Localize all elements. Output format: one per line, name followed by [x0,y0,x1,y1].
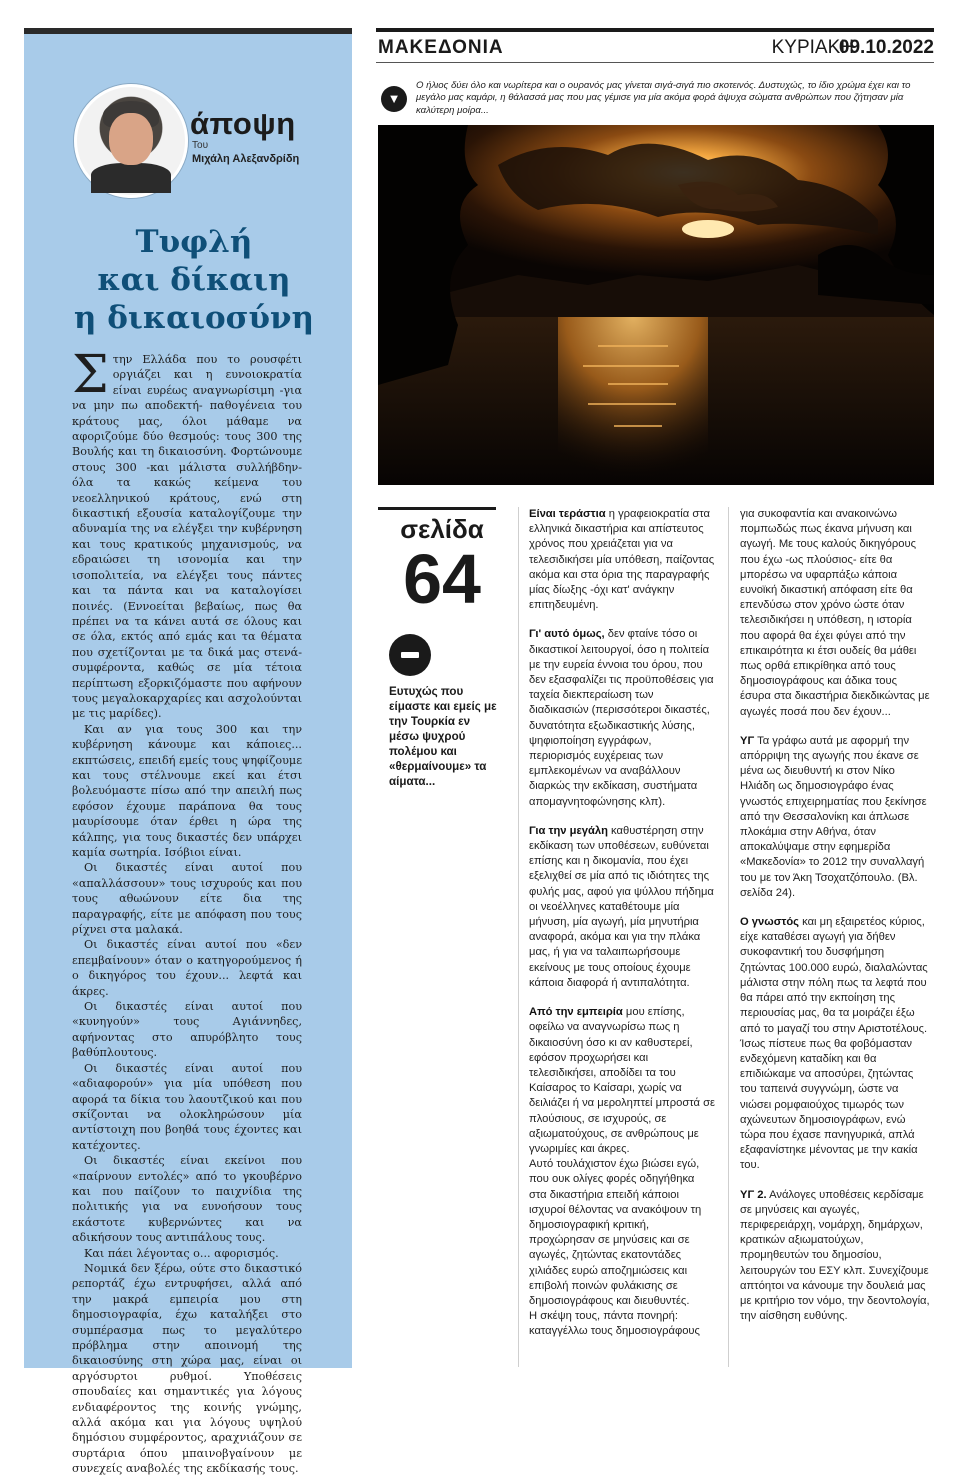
article-paragraph: Από την εμπειρία μου επίσης, οφείλω να αναγνωρίσω πως η δικαιοσύνη όσο κι αν καθυστερεί, εφόσον προχωρήσει και τελεσιδικήσει, αποδίδει τα του Καίσαρος το Καίσαρι, χωρίς να δειλιάζει ή να μεροληπτεί μπροστά σε πλούσιους, σε ισχυρούς, σε αξιωματούχους, σε ανθρώπους με γνωριμίες και άκρες. Αυτό τουλάχιστον έχω βιώσει εγώ, που ουκ ολίγες φορές οδηγήθηκα στα δικαστήρια επειδή κάποιοι ισχυροί θέλοντας να ανακόψουν τη δημοσιογραφική κριτική, προχώρησαν σε μηνύσεις και σε αγωγές, ζητώντας εκατοντάδες χιλιάδες ευρώ αποζημιώσεις και επιβολή ποινών φυλάκισης σε δημοσιογράφους και διευθυντές. Η σκέψη τους, πάντα πονηρή: καταγγέλλω τους δημοσιογράφους [529,1006,715,1338]
caption-marker-icon: ▼ [381,86,407,112]
article-paragraph: Ο γνωστός και μη εξαιρετέος κύριος, είχε καταθέσει αγωγή για δήθεν συκοφαντική του δυσφήμηση ζητώντας 100.000 ευρώ, διαλαλώντας μάλιστα στην πόλη πως τα λεφτά που θα πάρει από την εκποίηση της περιουσίας μας, θα τα μοιράζει έξω από το μαγαζί του στην Αριστοτέλους. Ίσως πίστευε πως θα φοβόμασταν ενδεχόμενη καταδίκη και θα επιδιώκαμε να αποσύρει, ζητώντας του ταπεινά συγγνώμη, ώστε να νιώσει ρομφαιούχος τιμωρός των αχώνευτων δημοσιογράφων, ενώ τώρα που έχασε πανηγυρικά, απλά εξαφανίστηκε μένοντας με την κακία του. [740,916,928,1172]
issue-day: ΚΥΡΙΑΚΗ [771,37,854,58]
author-portrait [74,84,188,198]
minus-icon [389,634,431,676]
article-paragraph: ΥΓ 2. Ανάλογες υποθέσεις κερδίσαμε σε μηνύσεις και αγωγές, περιφερειάρχη, νομάρχη, δημάρχων, κρατικών αξιωματούχων, προμηθευτών του δημοσίου, λειτουργών του ΕΣΥ κλπ. Συνεχίζουμε απτόητοι να κάνουμε την δουλειά μας με κριτήριο τον νόμο, την δεοντολογία, την αίσθηση ευθύνης. [740,1188,930,1323]
opinion-paragraph: Οι δικαστές είναι αυτοί που «απαλλάσσουν» τους ισχυρούς και που τους αθωώνουν είτε δια της παραγραφής, είτε με απόφαση που τους ρίχνει στα μαλακά. [72,861,302,937]
masthead-top-rule [376,28,934,32]
opinion-paragraph: Οι δικαστές είναι αυτοί που «αδιαφορούν» για μία υπόθεση που αφορά τα δίκια του λαουτζικού και που σκίζονται να ολοκληρώσουν μία αντίστοιχη που βοηθά τους έχοντες και κατέχοντες. [72,1061,302,1152]
opinion-paragraph: Στην Ελλάδα που το ρουσφέτι οργιάζει και η ευνοιοκρατία είναι ευρέως αναγνωρίσιμη -για να μην πω αποδεκτή- παθογένεια του κράτους μας, όλοι μάθαμε να αφοριζούμε δύο θεσμούς: τους 300 της Βουλής και τη δικαιοσύνη. Φορτώνουμε στους 300 -και μάλιστα συλλήβδην- όλα τα κακώς κείμενα του νεοελληνικού κράτους, ενώ στη δικαστική εξουσία καταλογίζουμε την αδυναμία της να ελέγξει την κυβέρνηση και τους κρατικούς μηχανισμούς, να εδραιώσει τη ισονομία και την ισοπολιτεία, να ελέγξει τους πάντες και τα πάντα και να καταλογίσει ποινές. (Εννοείται βεβαίως, πως θα πρέπει να τα κάνει αυτά σε όλους και σε όλα, εκτός από εμάς και τα θέματα που σχετίζονται με τα δικά μας στενά-συμφέροντα, καθώς σε μία τέτοια περίπτωση εξορκιζόμαστε που αφήνουν τους μεγαλοκαρχαρίες και ασχολούνται με τις μαρίδες). [72,345,302,721]
opinion-headline: Τυφλή και δίκαιη η δικαιοσύνη [73,224,315,336]
opinion-column [24,28,352,1476]
column-divider [518,507,519,1367]
section-label: άποψη [190,106,296,141]
page-box-rule [378,507,496,510]
article-column-right [740,507,930,1338]
page-word: σελίδα [400,514,484,544]
article-paragraph: για συκοφαντία και ανακοινώνω πομπωδώς πως έκανα μήνυση και αγωγή. Με τους καλούς δικηγόρους που έχω -ως πλούσιος- είτε θα μπορέσω να υφαρπάξω κάποια ευνοϊκή δικαστική απόφαση είτε θα επενδύσω στον χρόνο ώστε όταν τελεσιδικήσει η υπόθεση, η ιστορία που αφορά θα έχει φύγει από την επικαιρότητα κι έτσι ουδείς θα μάθει πως ορθά επικρίθηκα από τους δημοσιογράφους και άδικα τους έσυρα στα δικαστήρια διεκδικώντας με αγωγές ποσά που δεν έχουν... [740,508,930,718]
opinion-paragraph: Οι δικαστές είναι εκείνοι που «παίρνουν εντολές» από το γκουβέρνο και που παίζουν το παιχνίδια της πολιτικής για να ευνοήσουν τους εκάστοτε κυβερνώντες και να αδικήσουν τους αντιπάλους τους. [72,1154,302,1245]
sunset-photo-illustration [378,125,934,485]
byline-prefix: Του [192,140,209,151]
masthead-bottom-rule [376,62,934,63]
minus-icon-bar [401,652,419,658]
minus-commentary: Ευτυχώς που είμαστε και εμείς με την Τουρκία εν μέσω ψυχρού πολέμου και «θερμαίνουμε» τα αίματα... [389,685,497,788]
opinion-paragraph: Οι δικαστές είναι αυτοί που «κυνηγούν» τους Αγιάννηδες, αφήνοντας στο απυρόβλητο τους βαθύπλουτους. [72,1000,302,1060]
byline-author: Μιχάλη Αλεξανδρίδη [192,153,300,165]
issue-date: 09.10.2022 [838,37,934,58]
portrait-shirt [91,163,171,193]
opinion-paragraph: Νομικά δεν ξέρω, ούτε στο δικαστικό ρεπορτάζ έχω εντρυφήσει, αλλά από την μακρά εμπειρία μου στη δημοσιογραφία, έχω καταλήξει στο συμπέρασμα πως το μεγαλύτερο πρόβλημα στην αποινομή της δικαιοσύνης στη χώρα μας, είναι οι αργόσυρτοι ρυθμοί. Υποθέσεις σπουδαίες και σημαντικές για λόγους ενδιαφέροντος της κοινής γνώμης, αλλά ακόμα και για λόγους υψηλού δημόσιου συμφέροντος, αραχνιάζουν σε συρτάρια όπου μπαινοβγαίνουν με συνεχείς αναβολές της εκδίκασής τους. [72,1261,302,1476]
photo-caption: Ο ήλιος δύει όλο και νωρίτερα και ο ουρανός μας γίνεται σιγά-σιγά πιο σκοτεινός. Δυστυχώς, το ίδιο χρώμα έχει και το μεγάλο μας καμάρι, η θάλασσά μας που μας γέμισε για μία ακόμα φορά άψυχα σώματα ανθρώπων που ζήτησαν μία καλύτερη μοίρα... [416,80,911,116]
page-number: 64 [403,540,481,618]
opinion-paragraph: Οι δικαστές είναι αυτοί που «δεν επεμβαίνουν» όταν ο κατηγορούμενος ή ο δικηγόρος του έχουν... λεφτά και άκρες. [72,938,302,998]
article-column-middle [529,507,715,1354]
opinion-body [72,345,302,1477]
article-paragraph: ΥΓ Τα γράφω αυτά με αφορμή την απόρριψη της αγωγής που έκανε σε μένα ως διευθυντή κι στον Νίκο Ηλιάδη ως δημοσιογράφο ένας γνωστός επιχειρηματίας που ξεκίνησε από την Θεσσαλονίκη και άπλωσε πλοκάμια στην Αθήνα, όταν αποκαλύψαμε στην εφημερίδα «Μακεδονία» το 2012 την συναλλαγή του με τον Άκη Τσοχατζόπουλο. (Βλ. σελίδα 24). [740,734,927,899]
sunset-photo [378,125,934,485]
portrait-face [109,113,153,165]
drop-cap: Σ [72,345,109,405]
newspaper-masthead: ΜΑΚΕΔΟΝΙΑ [378,37,504,58]
article-paragraph: Είναι τεράστια η γραφειοκρατία στα ελληνικά δικαστήρια και απίστευτος χρόνος που χρειάζεται για να τελεσιδικήσει μία υπόθεση, παίζοντας ακόμα και στα όρια της παραγραφής μίας δίωξης -όχι κατ' ανάγκην επιτηδευμένη. [529,508,715,612]
opinion-top-rule [24,28,352,34]
opinion-paragraph: Και πάει λέγοντας ο... αφορισμός. [84,1246,279,1260]
column-divider [728,507,729,1367]
article-paragraph: Γι' αυτό όμως, δεν φταίνε τόσο οι δικαστικοί λειτουργοί, όσο η πολιτεία με την ευρεία έννοια του όρου, που δεν εξασφαλίζει τις προϋποθέσεις για ταχεία διεκπεραίωση των διαδικασιών (περισσότεροι δικαστές, δυνατότητα εξωδικαστικής λύσης, ψηφιοποίηση εγγράφων, περιορισμός ευχέρειας των εμπλεκομένων να αναβάλλουν διαρκώς την εκδίκαση, συστήματα απομαγνητοφώνησης κλπ). [529,628,714,808]
opinion-paragraph: Και αν για τους 300 και την κυβέρνηση κάνουμε και κάποιες... εκπτώσεις, επειδή εμείς τους ψηφίζουμε και τους στέλνουμε εκεί και έτσι βολευόμαστε πίσω από την απειλή πως εφόσον έχουμε παράπονα θα τους μαυρίσουμε όταν έρθει η ώρα της κάλπης, για τους δικαστές δεν υπάρχει καμία σωτηρία. Ισόβιοι είναι. [72,722,302,859]
article-paragraph: Για την μεγάλη καθυστέρηση στην εκδίκαση των υποθέσεων, ευθύνεται επίσης και η δικομανία, που έχει εξελιχθεί σε μία από τις ιδιότητες της φυλής μας, αφού για ψύλλου πήδημα οι νεοέλληνες καταθέτουμε μία μήνυση, μία αγωγή, μία μηνυτήρια αναφορά, ακόμα και για την πλάκα μας, ή για να ταλαιπωρήσουμε εκείνους με τους οποίους έχουμε κάποια διαφορά ή αντιπαλότητα. [529,824,714,989]
